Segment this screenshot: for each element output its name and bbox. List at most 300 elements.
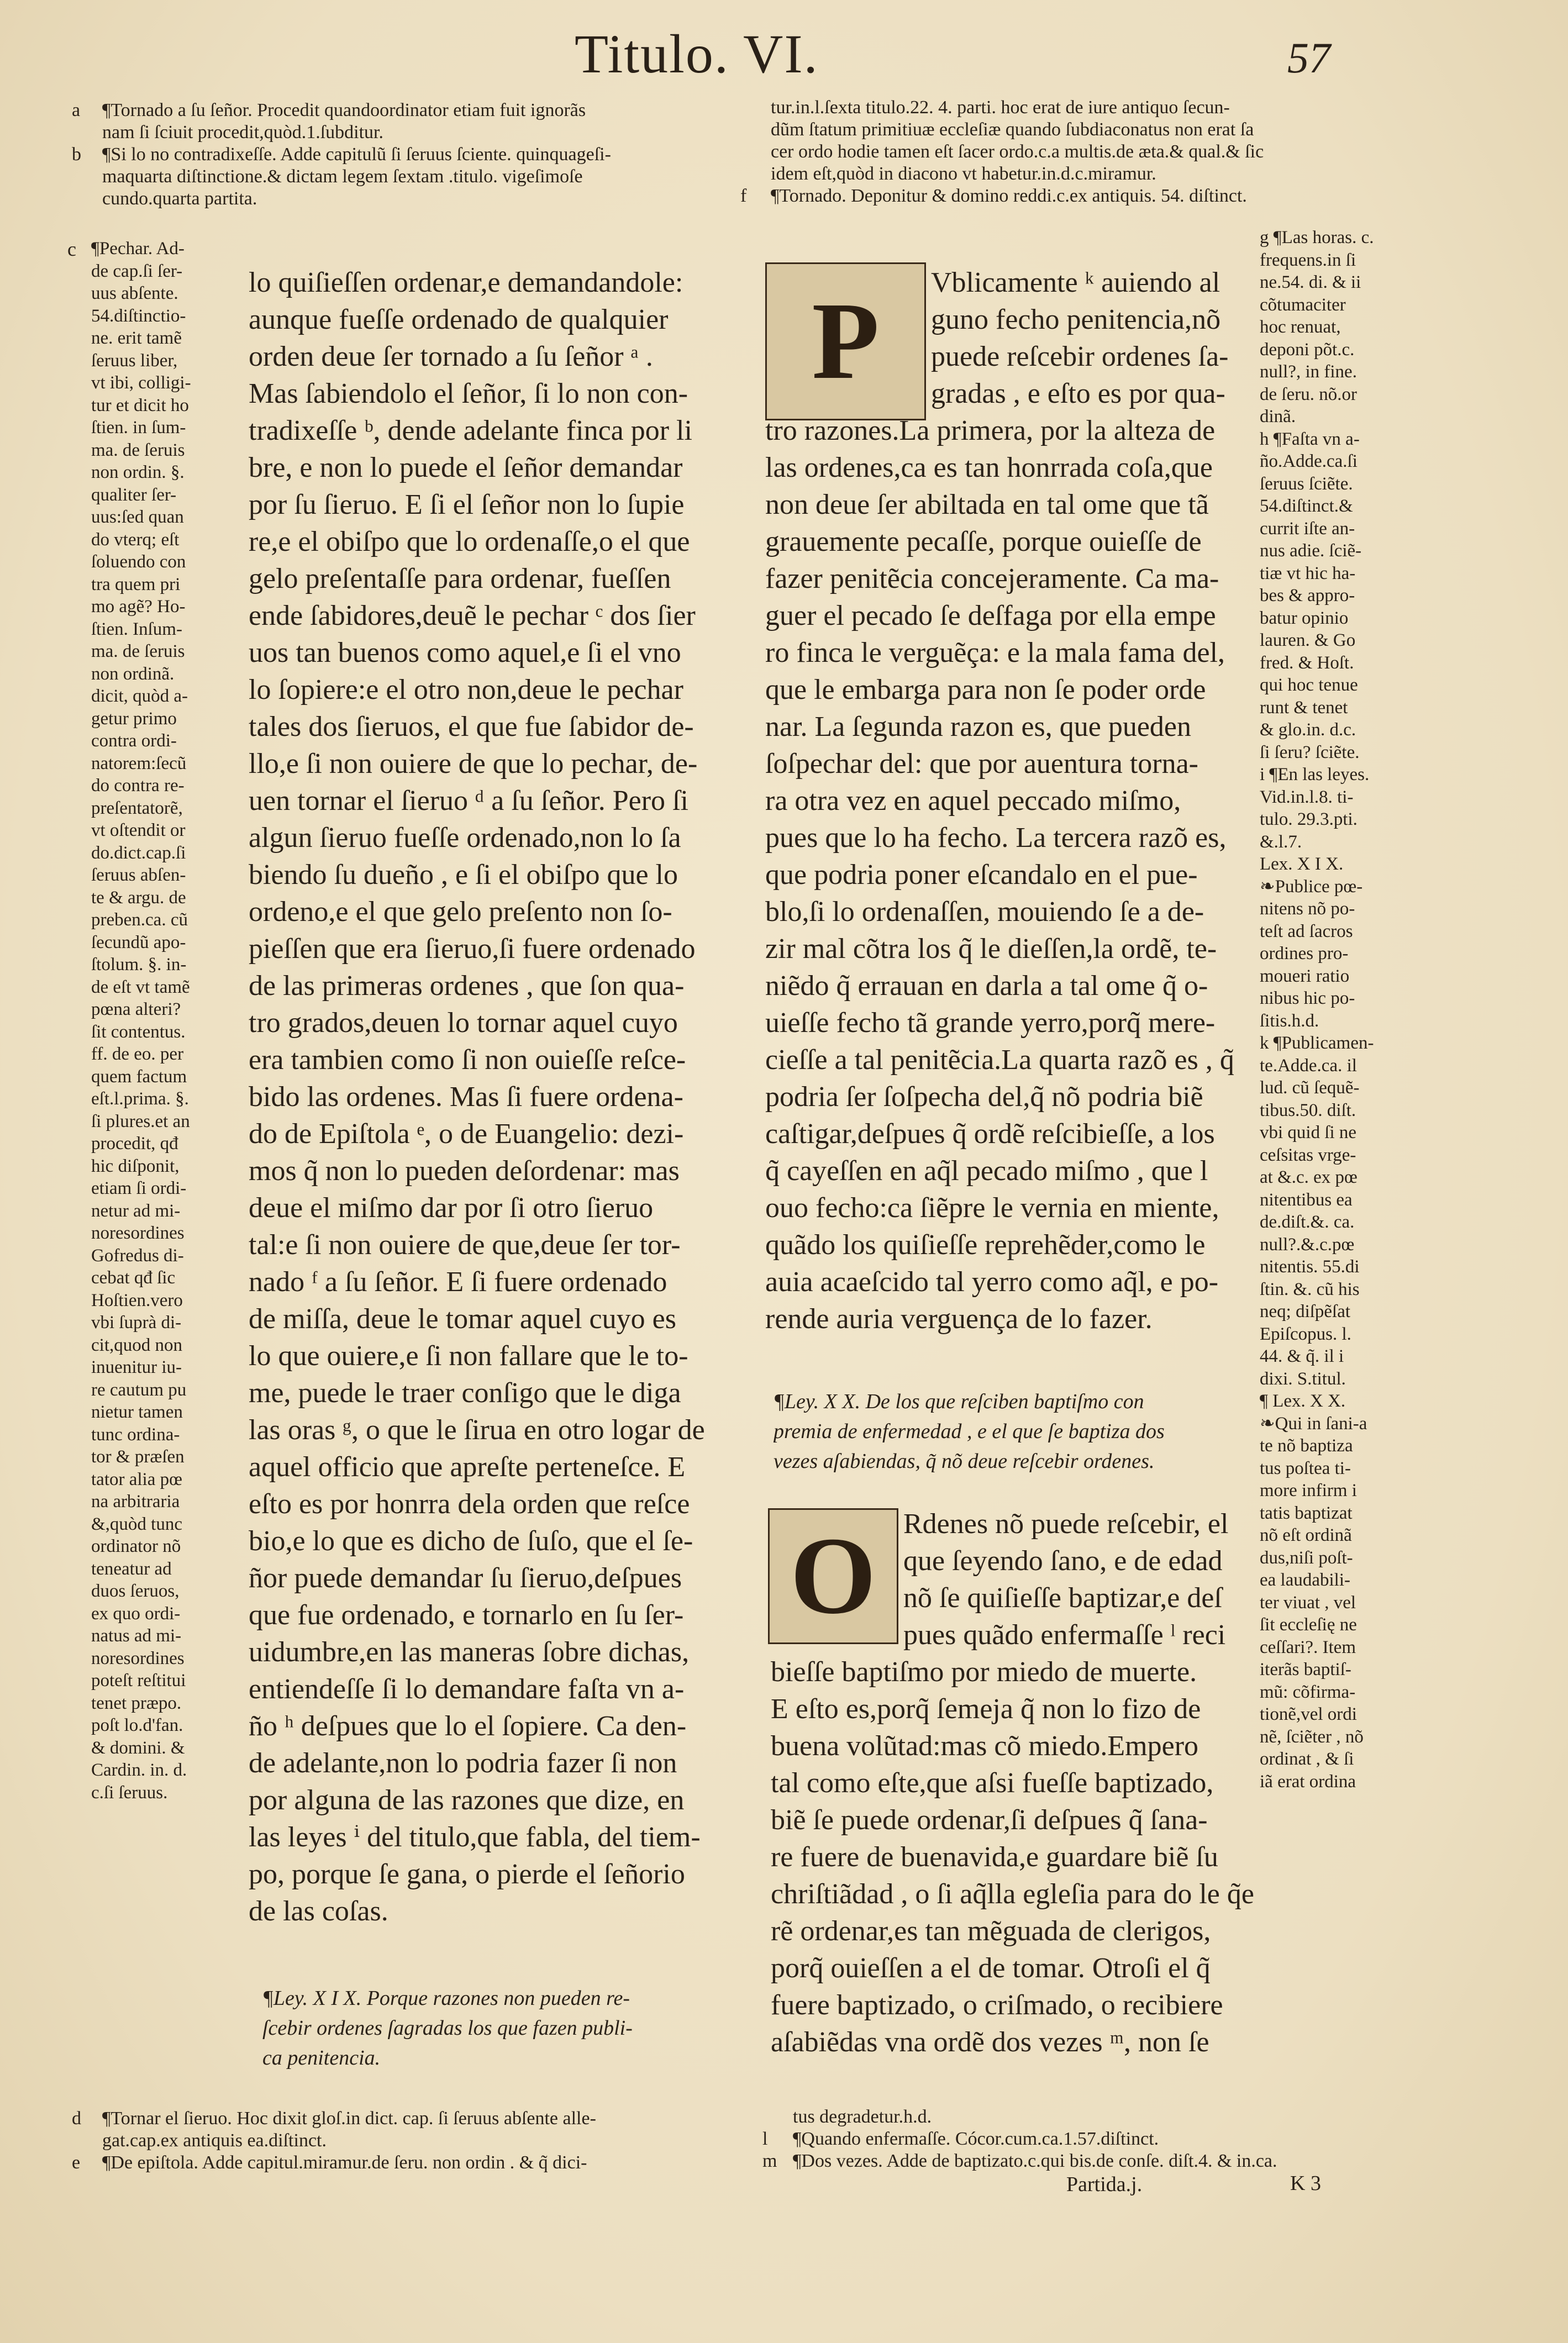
gloss-line [72,144,735,166]
margin-gloss-line: cõtumaciter [1260,294,1346,315]
margin-gloss-line: ma. de ſeruis [91,440,185,460]
margin-gloss-line: qui hoc tenue [1260,675,1358,695]
gloss-mark: a [72,100,81,120]
margin-gloss-line: ❧Publice pœ- [1260,876,1363,897]
margin-gloss-line: eſt.l.prima. §. [91,1089,189,1109]
margin-gloss-line: uus:ſed quan [91,507,184,527]
gloss-text: ¶Tornar el ſieruo. Hoc dixit gloſ.in dict. cap. ſi ſeruus abſente alle- [102,2108,596,2129]
margin-gloss-line: ſtien. in ſum- [91,418,186,438]
margin-gloss-line: mũ: cõfirma- [1260,1682,1356,1702]
text-line: eſto es por honrra dela orden que reſce [249,1488,690,1520]
margin-gloss-line: tenet præpo. [91,1693,182,1713]
text-line: pues quãdo enfermaſſe ˡ reci [903,1619,1226,1651]
margin-gloss-line: ceſſari?. Item [1260,1637,1356,1657]
margin-gloss-line: natus ad mi- [91,1626,182,1646]
margin-gloss-line: ſtin. &. cũ his [1260,1279,1360,1299]
text-line: re,e el obiſpo que lo ordenaſſe,o el que [249,526,690,557]
margin-gloss-line: more infirm i [1260,1481,1357,1500]
gloss-line [72,99,735,122]
margin-gloss-line: tiæ vt hic ha- [1260,563,1356,583]
text-line: ordeno,e el que gelo preſento non ſo- [249,896,672,928]
text-line: puede reſcebir ordenes ſa- [931,341,1229,372]
margin-gloss-line: non ordin. §. [91,462,185,482]
margin-gloss-line: ter viuat , vel [1260,1592,1356,1613]
text-line: algun ſieruo fueſſe ordenado,non lo ſa [249,822,681,854]
text-line: Vblicamente ᵏ auiendo al [931,267,1220,298]
text-line: lo quiſieſſen ordenar,e demandandole: [249,267,683,298]
decorated-initial-o [768,1508,898,1644]
margin-gloss-line: tus poſtea ti- [1260,1458,1351,1478]
margin-gloss-line: frequens.in ſi [1260,250,1356,270]
margin-gloss-line: ſit eccleſię ne [1260,1615,1357,1635]
text-line: deue el miſmo dar por ſi otro ſieruo [249,1192,654,1224]
margin-gloss-line: null?.&.c.pœ [1260,1234,1355,1255]
margin-gloss-line: & domini. & [91,1737,185,1758]
margin-gloss-line: noresordines [91,1223,185,1243]
margin-gloss-line: batur opinio [1260,608,1349,628]
margin-gloss-line: bes & appro- [1260,586,1355,606]
gloss-text: maquarta diſtinctione.& dictam legem ſextam .titulo. vigeſimoſe [102,166,583,187]
text-line: bio,e lo que es dicho de ſuſo, que el ſe- [249,1525,693,1557]
gloss-text: dũm ſtatum primitiuæ eccleſiæ quando ſubdiaconatus non erat ſa [771,119,1254,140]
text-line: tradixeſſe ᵇ, dende adelante finca por li [249,415,692,446]
text-line: que le embarga para non ſe poder orde [765,674,1206,705]
margin-gloss-line: nietur tamen [91,1402,183,1422]
rubric-line: vezes aſabiendas, q̃ nõ deue reſcebir ordenes. [774,1450,1155,1473]
text-line: cieſſe a tal penitẽcia.La quarta razõ es , q̃ [765,1044,1234,1076]
text-line: orden deue ſer tornado a ſu ſeñor ᵃ . [249,341,653,372]
margin-gloss-line: te & argu. de [91,887,186,908]
gloss-line [740,119,1437,141]
rubric-line: ¶Ley. X X. De los que reſciben baptiſmo con [774,1390,1144,1413]
margin-gloss-line: dus,niſi poſt- [1260,1547,1353,1568]
text-line: por alguna de las razones que dize, en [249,1784,685,1816]
margin-gloss-line: tor & præſen [91,1447,185,1467]
gloss-line [740,185,1437,207]
ley-19-text [765,412,1260,1338]
text-line: ro finca le verguẽça: e la mala fama del, [765,637,1225,668]
text-line: pues que lo ha fecho. La tercera razõ es, [765,822,1227,854]
initial-letter: O [790,1515,876,1637]
gloss-line [762,2150,1448,2172]
text-line: las ordenes,ca es tan honrrada coſa,que [765,452,1213,483]
margin-gloss-line: Cardin. in. d. [91,1760,187,1780]
margin-gloss-line: na arbitraria [91,1492,180,1512]
gloss-line [740,97,1437,119]
text-line: aquel officio que apreſte perteneſce. E [249,1451,686,1483]
margin-gloss-line: Lex. X I X. [1260,854,1344,874]
text-line: nõ ſe quiſieſſe baptizar,e deſ [903,1582,1222,1614]
margin-gloss-line: procedit, qđ [91,1134,178,1154]
rubric-ley-19 [262,1983,738,2073]
text-line: do de Epiſtola ᵉ, o de Euangelio: dezi- [249,1118,684,1150]
margin-gloss-line: at &.c. ex pœ [1260,1167,1357,1187]
text-line: que fue ordenado, e tornarlo en ſu ſer- [249,1599,684,1631]
text-line: ño ʰ deſpues que lo el ſopiere. Ca den- [249,1710,687,1742]
text-line: ñor puede demandar ſu ſieruo,deſpues [249,1562,682,1594]
text-line: que ſeyendo ſano, e de edad [903,1545,1223,1577]
margin-gloss-line: inuenitur iu- [91,1357,182,1377]
text-line: chriſtiãdad , o ſi aq̃lla egleſia para do le q̃e [771,1878,1254,1910]
text-line: las leyes ⁱ del titulo,que fabla, del tiem- [249,1821,701,1853]
margin-gloss-line: tibus.50. diſt. [1260,1100,1356,1120]
text-line: ouo fecho:ca ſiẽpre le vernia en miente, [765,1192,1219,1224]
text-line: bre, e non lo puede el ſeñor demandar [249,452,683,483]
gloss-mark-c: c [67,238,76,260]
text-line: me, puede le traer conſigo que le diga [249,1377,681,1409]
gloss-mark [72,2130,102,2152]
margin-gloss-line: dinã. [1260,407,1296,427]
gloss-mark [72,166,102,188]
text-line: po, porque ſe gana, o pierde el ſeñorio [249,1858,685,1890]
text-line: fuere baptizado, o criſmado, o recibiere [771,1989,1223,2021]
text-line: ſoſpechar del: que por auentura torna- [765,748,1198,780]
text-line: uos tan buenos como aquel,e ſi el vno [249,637,681,668]
page-title: Titulo. VI. [575,23,819,85]
margin-gloss-line: nitentis. 55.di [1260,1257,1360,1277]
text-line: guer el pecado ſe deſfaga por ella empe [765,600,1216,631]
gloss-line [72,122,735,144]
margin-gloss-line: de.diſt.&. ca. [1260,1212,1355,1232]
margin-gloss-line: re cautum pu [91,1380,187,1400]
gloss-text: idem eſt,quòd in diacono vt habetur.in.d.c.miramur. [771,164,1156,184]
text-line: aſabiẽdas vna ordẽ dos vezes ᵐ, non ſe [771,2026,1209,2058]
margin-gloss-line: Epiſcopus. l. [1260,1324,1351,1344]
margin-gloss-line: nitens nõ po- [1260,899,1355,919]
gloss-mark: m [762,2151,777,2171]
margin-gloss-line: ordinator nõ [91,1536,181,1556]
rubric-line: premia de enfermedad , e el que ſe baptiza dos [774,1420,1165,1443]
margin-gloss-line: neq; diſpẽſat [1260,1302,1351,1321]
text-line: entiendeſſe ſi lo demandare faſta vn a- [249,1673,685,1705]
margin-gloss-line: contra ordi- [91,731,177,751]
margin-gloss-line: ſitis.h.d. [1260,1010,1319,1031]
gloss-mark [762,2106,793,2128]
margin-gloss-line: hic diſponit, [91,1156,180,1176]
text-line: gelo preſentaſſe para ordenar, fueſſen [249,563,671,594]
gloss-mark [72,122,102,144]
margin-gloss-line: null?, in fine. [1260,362,1357,382]
margin-gloss-line: tunc ordina- [91,1424,180,1445]
text-line: non deue ſer abiltada en tal ome que tã [765,489,1209,520]
gloss-text: tur.in.l.ſexta titulo.22. 4. parti. hoc erat de iure antiquo ſecun- [771,97,1230,118]
text-line: tal:e ſi non ouiere de que,deue ſer tor- [249,1229,681,1261]
margin-gloss-line: nõ eſt ordinã [1260,1525,1352,1545]
margin-gloss-line: ſecundũ apo- [91,932,186,952]
text-line: pieſſen que era ſieruo,ſi fuere ordenado [249,933,696,965]
margin-gloss-line: tatis baptizat [1260,1503,1353,1523]
gloss-text: cer ordo hodie tamen eſt ſacer ordo.c.a multis.de æta.& qual.& ſic [771,141,1264,162]
margin-gloss-line: uus abſente. [91,283,178,303]
margin-gloss-line: ¶ Lex. X X. [1260,1391,1346,1411]
gloss-text: ¶Dos vezes. Adde de baptizato.c.qui bis.de conſe. diſt.4. & in.ca. [793,2151,1277,2171]
margin-gloss-line: de cap.ſi ſer- [91,261,183,281]
margin-gloss-line: cit,quod non [91,1335,182,1355]
text-line: Mas ſabiendolo el ſeñor, ſi lo non con- [249,378,688,409]
margin-gloss-line: ſi plures.et an [91,1111,190,1131]
margin-gloss-line: nus adie. ſciẽ- [1260,541,1362,561]
text-line: zir mal cõtra los q̃ le dieſſen,la ordẽ, te- [765,933,1217,965]
margin-gloss-line: non ordinã. [91,664,175,684]
margin-gloss-line: netur ad mi- [91,1201,181,1221]
text-line: re fuere de buenavida,e guardare biẽ ſu [771,1841,1218,1873]
margin-gloss-line: moueri ratio [1260,966,1350,986]
margin-gloss-line: ff. de eo. per [91,1044,184,1064]
margin-gloss-line: ea laudabili- [1260,1570,1351,1590]
margin-gloss-line: mo agẽ? Ho- [91,597,186,617]
margin-gloss-line: g ¶Las horas. c. [1260,228,1374,248]
text-line: por ſu ſieruo. E ſi el ſeñor non lo ſupie [249,489,685,520]
gloss-mark: b [72,144,81,165]
gloss-mark [72,188,102,210]
margin-gloss-line: poſt lo.d'fan. [91,1715,183,1735]
gloss-mark: l [762,2129,768,2149]
margin-gloss-line: Hoſtien.vero [91,1290,183,1310]
margin-gloss-line: ceſsitas vrge- [1260,1145,1356,1165]
margin-gloss-line: &.l.7. [1260,831,1302,852]
text-line: lo ſopiere:e el otro non,deue le pechar [249,674,683,705]
margin-gloss-line: te nõ baptiza [1260,1436,1353,1456]
text-line: que podria poner eſcandalo en el pue- [765,859,1198,891]
margin-gloss-line: nibus hic po- [1260,988,1355,1008]
rubric-line: ¶Ley. X I X. Porque razones non pueden re- [262,1987,630,2010]
margin-gloss-line: lud. cũ ſequẽ- [1260,1078,1360,1098]
margin-gloss-line: vbi quid ſi ne [1260,1123,1357,1142]
text-line: llo,e ſi non ouiere de que lo pechar, de- [249,748,698,780]
margin-gloss-line: ¶Pechar. Ad- [91,239,185,259]
margin-gloss-line: dicit, quòd a- [91,686,188,706]
text-line: de adelante,non lo podria fazer ſi non [249,1747,677,1779]
margin-gloss-line: ne.54. di. & ii [1260,272,1361,292]
margin-gloss-line: ſit contentus. [91,1022,186,1042]
ley-19-opening-lines [931,264,1260,412]
text-line: tales dos ſieruos, el que fue ſabidor de- [249,711,694,743]
margin-gloss-line: preſentatorẽ, [91,798,183,818]
folio-number: 57 [1287,34,1330,82]
footer-book: Partida.j. [1066,2173,1143,2196]
margin-gloss-line: k ¶Publicamen- [1260,1033,1374,1053]
margin-gloss-line: natorem:ſecũ [91,753,187,773]
rubric-ley-20 [774,1387,1271,1476]
gloss-text: gat.cap.ex antiquis ea.diſtinct. [102,2130,327,2151]
margin-gloss-line: noresordines [91,1648,185,1668]
margin-gloss-line: ſi ſeru? ſciẽte. [1260,742,1360,762]
margin-gloss-line: ſeruus abſen- [91,865,186,885]
margin-gloss-line: iterãs baptiſ- [1260,1660,1351,1679]
gloss-text: ¶Quando enfermaſſe. Cócor.cum.ca.1.57.diſtinct. [793,2129,1159,2149]
margin-gloss-line: dixi. S.titul. [1260,1368,1346,1389]
gloss-line [762,2128,1448,2150]
margin-gloss-line: tator alia pœ [91,1469,182,1489]
text-line: lo que ouiere,e ſi non fallare que le to- [249,1340,688,1372]
margin-gloss-line: ma. de ſeruis [91,641,185,661]
gloss-text: ¶Tornado. Deponitur & domino reddi.c.ex antiquis. 54. diſtinct. [771,186,1247,206]
text-line: buena volũtad:mas cõ miedo.Empero [771,1730,1199,1762]
gloss-mark [740,163,771,185]
gloss-line [72,188,735,210]
text-line: fazer penitẽcia concejeramente. Ca ma- [765,563,1219,594]
margin-gloss-line: ordines pro- [1260,944,1349,963]
gloss-line [72,2130,762,2152]
margin-gloss-line: deponi põt.c. [1260,339,1355,360]
margin-gloss-line: iã erat ordina [1260,1771,1356,1792]
margin-gloss-line: vt ibi, colligi- [91,373,191,393]
margin-gloss-line: teneatur ad [91,1559,172,1579]
text-line: las oras ᵍ, o que le ſirua en otro logar de [249,1414,705,1446]
text-line: gradas , e eſto es por qua- [931,378,1225,409]
text-line: rende auria verguença de lo fazer. [765,1303,1153,1335]
margin-gloss-line: getur primo [91,708,177,729]
bottom-glosses-left [72,2108,762,2174]
margin-gloss-line: poteſt reſtitui [91,1671,186,1691]
gloss-mark: e [72,2152,81,2173]
text-line: blo,ſi lo ordenaſſen, mouiendo ſe a de- [765,896,1204,928]
text-line: rẽ ordenar,es tan mẽguada de clerigos, [771,1915,1211,1947]
rubric-line: ca penitencia. [262,2046,381,2070]
margin-gloss-line: &,quòd tunc [91,1514,182,1534]
margin-gloss-line: qualiter ſer- [91,485,177,505]
margin-gloss-line: h ¶Faſta vn a- [1260,429,1360,449]
gloss-mark [740,97,771,119]
margin-gloss-line: duos ſeruos, [91,1581,180,1601]
margin-gloss-line: vbi ſuprà di- [91,1313,182,1333]
rubric-line: ſcebir ordenes ſagradas los que fazen publi- [262,2016,633,2040]
margin-gloss-line: i ¶En las leyes. [1260,765,1370,784]
gloss-mark [740,119,771,141]
gloss-line [740,141,1437,163]
margin-gloss-line: ne. erit tamẽ [91,328,182,348]
text-line: de las primeras ordenes , que ſon qua- [249,970,685,1002]
decorated-initial-p [765,262,926,420]
bottom-glosses-right [762,2106,1448,2172]
text-line: q̃ cayeſſen en aq̃l pecado miſmo , que l [765,1155,1208,1187]
text-line: tro grados,deuen lo tornar aquel cuyo [249,1007,678,1039]
margin-gloss-line: preben.ca. cũ [91,910,188,930]
margin-gloss-line: vt oſtendit or [91,820,186,840]
margin-gloss-line: nitentibus ea [1260,1189,1353,1210]
margin-gloss-line: ño.Adde.ca.ſi [1260,451,1357,471]
margin-gloss-line: pœna alteri? [91,999,181,1019]
margin-gloss-line: do vterq; eſt [91,529,180,550]
margin-gloss-line: 54.diſtinctio- [91,306,186,326]
margin-gloss-line: de ſeru. nõ.or [1260,384,1357,404]
gloss-mark [740,141,771,163]
gloss-text: nam ſi ſciuit procedit,quòd.1.ſubditur. [102,122,383,143]
margin-gloss-line: Gofredus di- [91,1245,184,1266]
text-line: era tambien como ſi non ouieſſe reſce- [249,1044,686,1076]
text-line: biẽ ſe puede ordenar,ſi deſpues q̃ ſana- [771,1804,1208,1836]
margin-gloss-line: currit iſte an- [1260,518,1355,539]
gloss-text: cundo.quarta partita. [102,188,257,209]
margin-gloss-line: runt & tenet [1260,697,1348,718]
margin-gloss-line: hoc renuat, [1260,317,1341,337]
main-left-column [249,264,735,1930]
margin-gloss-line: ſoluendo con [91,552,186,572]
margin-gloss-line: ſtien. Inſum- [91,619,182,639]
gloss-text: ¶Tornado a ſu ſeñor. Procedit quandoordinator etiam fuit ignorãs [102,100,586,120]
text-line: E eſto es,porq̃ ſemeja q̃ non lo fizo de [771,1693,1201,1725]
text-line: mos q̃ non lo pueden deſordenar: mas [249,1155,680,1187]
text-line: tro razones.La primera, por la alteza de [765,415,1216,446]
margin-gloss-line: ex quo ordi- [91,1603,181,1624]
gloss-line [72,166,735,188]
margin-gloss-line: tur et dicit ho [91,395,189,415]
margin-gloss-line: ſtolum. §. in- [91,955,187,975]
left-margin-gloss [91,238,224,1804]
text-line: uen tornar el ſieruo ᵈ a ſu ſeñor. Pero ſi [249,785,688,817]
text-line: biendo ſu dueño , e ſi el obiſpo que lo [249,859,678,891]
margin-gloss-line: do contra re- [91,776,185,796]
margin-gloss-line: ❧Qui in ſani-a [1260,1413,1367,1434]
margin-gloss-line: & glo.in. d.c. [1260,720,1356,740]
top-glosses-right [740,97,1437,207]
gloss-line [762,2106,1448,2128]
margin-gloss-line: tra quem pri [91,574,181,594]
margin-gloss-line: te.Adde.ca. il [1260,1055,1357,1076]
footer-signature: K 3 [1290,2172,1321,2195]
gloss-text: tus degradetur.h.d. [793,2107,932,2127]
gloss-line [72,2108,762,2130]
text-line: uidumbre,en las maneras ſobre dichas, [249,1636,690,1668]
gloss-mark: f [740,186,747,206]
margin-gloss-line: tulo. 29.3.pti. [1260,809,1357,829]
gloss-text: ¶De epiſtola. Adde capitul.miramur.de ſeru. non ordin . & q̃ dici- [102,2152,587,2173]
margin-gloss-line: ſeruus liber, [91,350,178,371]
text-line: Rdenes nõ puede reſcebir, el [903,1508,1229,1540]
margin-gloss-line: Vid.in.l.8. ti- [1260,787,1354,807]
text-line: ra otra vez en aquel peccado miſmo, [765,785,1181,817]
text-line: bieſſe baptiſmo por miedo de muerte. [771,1656,1197,1688]
text-line: porq̃ ouieſſen a el de tomar. Otroſi el q̃ [771,1952,1211,1984]
margin-gloss-line: nẽ, ſciẽter , nõ [1260,1726,1364,1747]
margin-gloss-line: ordinat , & ſi [1260,1749,1354,1769]
gloss-mark: d [72,2108,81,2129]
text-line: de las coſas. [249,1896,388,1927]
text-line: quãdo los quiſieſſe reprehẽder,como le [765,1229,1206,1261]
gloss-line [72,2152,762,2174]
initial-letter: P [812,280,880,402]
ley-20-opening-lines [903,1505,1260,1654]
text-line: aunque fueſſe ordenado de qualquier [249,304,669,335]
margin-gloss-line: c.ſi ſeruus. [91,1782,168,1803]
margin-gloss-line: quem factum [91,1066,187,1087]
gloss-text: ¶Si lo no contradixeſſe. Adde capitulũ ſi ſeruus ſciente. quinquageſi- [102,144,611,165]
text-line: grauemente pecaſſe, porque ouieſſe de [765,526,1202,557]
text-line: niẽdo q̃ errauan en darla a tal ome q̃ o- [765,970,1208,1002]
text-line: uieſſe fecho tã grande yerro,porq̃ mere- [765,1007,1216,1039]
margin-gloss-line: do.dict.cap.ſi [91,843,186,863]
top-glosses-left [72,99,735,210]
text-line: tal como eſte,que aſsi fueſſe baptizado, [771,1767,1214,1799]
margin-gloss-line: ſeruus ſciẽte. [1260,473,1353,494]
margin-gloss-line: de eſt vt tamẽ [91,977,190,997]
margin-gloss-line: cebat qđ ſic [91,1268,176,1288]
text-line: podria ſer ſoſpecha del,q̃ nõ podria biẽ [765,1081,1203,1113]
margin-gloss-line: 54.diſtinct.& [1260,496,1353,516]
margin-gloss-line: etiam ſi ordi- [91,1178,187,1198]
text-line: bido las ordenes. Mas ſi fuere ordena- [249,1081,683,1113]
text-line: caſtigar,deſpues q̃ ordẽ reſcibieſſe, a los [765,1118,1215,1150]
right-margin-gloss [1260,227,1420,1793]
margin-gloss-line: tionẽ,vel ordi [1260,1704,1357,1724]
margin-gloss-line: teſt ad ſacros [1260,921,1353,941]
margin-gloss-line: lauren. & Go [1260,630,1356,650]
ley-20-text [771,1654,1260,2061]
text-line: auia acaeſcido tal yerro como aq̃l, e po- [765,1266,1219,1298]
text-line: guno fecho penitencia,nõ [931,304,1221,335]
text-line: ende ſabidores,deuẽ le pechar ᶜ dos ſier [249,600,696,631]
margin-gloss-line: fred. & Hoſt. [1260,652,1354,673]
